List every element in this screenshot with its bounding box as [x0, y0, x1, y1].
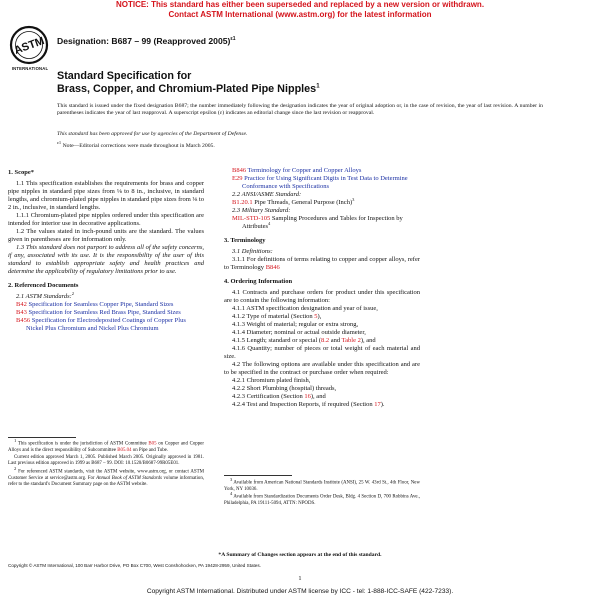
- title-line-1: Standard Specification for: [57, 70, 192, 82]
- para-4-1-4: 4.1.4 Diameter; nominal or actual outside diameter,: [232, 329, 366, 336]
- text: 4.2.4 Test and Inspection Reports, if required (Section: [232, 401, 373, 408]
- para-2-1: [8, 290, 204, 301]
- designation: [57, 36, 236, 46]
- para-4-2-3: [224, 393, 420, 401]
- para-1-2: 1.2 The values stated in inch-pound units are the standard. The values given in parentheses are for information only.: [8, 228, 204, 243]
- text: 4.2.3 Certification (Section: [232, 393, 303, 400]
- ref-code[interactable]: B846: [232, 167, 247, 174]
- right-column: [224, 167, 420, 409]
- ref-code[interactable]: B1.20.1: [232, 199, 253, 206]
- text: ),: [317, 313, 322, 320]
- para-4-1-5: [224, 337, 420, 345]
- footnote-4-number: 4: [230, 491, 233, 497]
- subcommittee-link[interactable]: B05.04: [117, 447, 132, 453]
- ref-code[interactable]: MIL-STD-105: [232, 215, 271, 222]
- ref-code[interactable]: B456: [16, 317, 31, 324]
- para-4-1-2: [224, 313, 420, 321]
- para-4-1-1: 4.1.1 ASTM specification designation and year of issue,: [232, 305, 378, 312]
- footnote-4: [224, 491, 420, 506]
- text: ).: [380, 401, 385, 408]
- footnote-3-text: Available from American National Standards Institute (ANSI), 25 W. 43rd St., 4th Floor, New York, NY 10036.: [224, 480, 421, 492]
- text: ), and: [310, 393, 326, 400]
- para-4-1-3: 4.1.3 Weight of material; regular or extra strong,: [232, 321, 359, 328]
- ref-b846[interactable]: [224, 167, 420, 175]
- section-1-heading: 1. Scope*: [8, 169, 34, 176]
- right-footnotes: [224, 477, 421, 509]
- title-main: Brass, Copper, and Chromium-Plated Pipe Nipples: [57, 82, 317, 95]
- table-link[interactable]: Table 2: [341, 337, 361, 344]
- text: 4.1.5 Length; standard or special (: [232, 337, 321, 344]
- svg-text:ASTM: ASTM: [12, 34, 47, 57]
- title-footnote-mark: 1: [316, 83, 320, 89]
- section-2-heading: 2. Referenced Documents: [8, 282, 79, 289]
- ref-mil-std-105: [224, 215, 420, 231]
- para-3-1-1: [224, 256, 420, 272]
- committee-link[interactable]: B05: [148, 441, 157, 447]
- para-1-1-1: 1.1.1 Chromium-plated pipe nipples ordered under this specification are intended for interior use in decorative applications.: [8, 212, 204, 227]
- ref-b43[interactable]: [8, 309, 204, 317]
- ref-code[interactable]: B43: [16, 309, 27, 316]
- footnote-4-text: Available from Standardization Documents Order Desk, Bldg. 4 Section D, 700 Robbins Ave., Philadelphia, PA 19111-5094, ATTN: NPODS.: [224, 495, 420, 506]
- ref-title[interactable]: Specification for Seamless Red Brass Pipe, Standard Sizes: [28, 309, 181, 316]
- para-4-2-1: 4.2.1 Chromium plated finish,: [232, 377, 311, 384]
- ref-title[interactable]: Practice for Using Significant Digits in Test Data to Determine Conformance with Specifications: [242, 175, 408, 190]
- license-line: Copyright ASTM International. Distributed under ASTM license by ICC - tel: 1-888-ICC-SAFE (422-7233).: [146, 588, 454, 595]
- title-line-2: [57, 83, 320, 96]
- astm-logo-icon: [9, 25, 49, 65]
- para-2-1-text: 2.1 ASTM Standards:: [16, 293, 72, 300]
- footnote-4-mark: 4: [268, 220, 271, 226]
- left-footnotes: [8, 438, 204, 490]
- issuance-statement: This standard is issued under the fixed designation B687; the number immediately following the designation indicates the year of original adoption or, in the case of revision, the year of last revision. A number in parentheses indicates the year of last reapproval. A superscript epsilon (ε) indicates an editorial change since the last revision or reapproval.: [57, 103, 543, 116]
- ref-title: Pipe Threads, General Purpose (Inch): [254, 199, 353, 206]
- footnote-3-mark: 3: [352, 196, 355, 202]
- footnote-2-text-a: For referenced ASTM standards, visit the ASTM website, www.astm.org, or contact ASTM Customer Service at service@astm.org. For: [8, 469, 204, 481]
- ref-code[interactable]: B42: [16, 301, 27, 308]
- footnote-1-number: 1: [14, 438, 17, 443]
- ref-code[interactable]: E29: [232, 175, 243, 182]
- ref-title[interactable]: Terminology for Copper and Copper Alloys: [247, 167, 362, 174]
- summary-of-changes-note: *A Summary of Changes section appears at the end of this standard.: [218, 552, 382, 558]
- section-4-heading: 4. Ordering Information: [224, 278, 293, 285]
- document-title: [57, 70, 320, 95]
- left-column: [8, 163, 204, 333]
- editorial-note-text: Note—Editorial corrections were made throughout in March 2005.: [62, 143, 215, 149]
- text: 4.1.2 Type of material (Section: [232, 313, 313, 320]
- footnote-1-text-a: This specification is under the jurisdiction of ASTM Committee: [17, 441, 147, 447]
- para-4-2: 4.2 The following options are available under this specification and are to be specified in the contract or purchase order when required:: [224, 361, 420, 376]
- footnote-2: [8, 466, 204, 487]
- footnote-3: [224, 477, 421, 492]
- ref-b42[interactable]: [8, 301, 204, 309]
- para-4-1: 4.1 Contracts and purchase orders for product under this specification are to contain the following information:: [224, 289, 420, 304]
- ref-title[interactable]: Specification for Seamless Copper Pipe, Standard Sizes: [28, 301, 174, 308]
- designation-epsilon: ε1: [230, 36, 236, 43]
- editorial-note: [57, 140, 543, 150]
- ref-b1-20-1: [224, 196, 420, 207]
- footnote-rule-left: [8, 437, 76, 438]
- para-3-1: 3.1 Definitions:: [232, 248, 273, 255]
- para-1-3: 1.3 This standard does not purport to address all of the safety concerns, if any, associated with its use. It is the responsibility of the user of this standard to establish appropriate safety and health practices and determine the applicability of regulatory limitations prior to use.: [8, 244, 204, 275]
- ref-b456[interactable]: [8, 317, 204, 333]
- para-4-1-6: 4.1.6 Quantity; number of pieces or total weight of each material and size.: [224, 345, 420, 360]
- footnote-1-text-c: on Pipe and Tube.: [132, 447, 169, 453]
- text: and: [330, 337, 341, 344]
- ref-e29[interactable]: [224, 175, 420, 191]
- para-2-2: 2.2 ANSI/ASME Standard:: [232, 191, 302, 198]
- page-number: 1: [298, 575, 302, 582]
- logo-caption: INTERNATIONAL: [11, 66, 49, 71]
- footnote-1-text-b: on Copper and Copper Alloys and is the direct responsibility of Subcommittee: [8, 441, 204, 453]
- footnote-2-italic: Annual Book of ASTM Standards: [96, 475, 162, 481]
- para-3-1-1-text: 3.1.1 For definitions of terms relating to copper and copper alloys, refer to Terminology: [224, 256, 420, 271]
- para-1-1: 1.1 This specification establishes the requirements for brass and copper pipe nipples in standard pipe sizes from ⅛ to 8 in., inclusive, in standard lengths, and chromium-plated pipe nipples in standard pipe sizes from ⅛ to 2 in., inclusive, in standard lengths.: [8, 180, 204, 211]
- copyright-line: Copyright © ASTM International, 100 Barr Harbor Drive, PO Box C700, West Conshohocken, PA 19428-2959, United States.: [8, 563, 261, 568]
- footnote-rule-right: [224, 475, 292, 476]
- footnote-2-number: 2: [14, 466, 17, 472]
- ref-link[interactable]: B846: [265, 264, 280, 271]
- section-link[interactable]: 16: [304, 393, 311, 400]
- para-4-2-4: [224, 401, 420, 409]
- withdrawal-notice: [0, 0, 600, 19]
- notice-line-2: Contact ASTM International (www.astm.org) for the latest information: [168, 9, 432, 19]
- para-4-2-2: 4.2.2 Short Plumbing (hospital) threads,: [232, 385, 337, 392]
- ref-title[interactable]: Specification for Electrodeposited Coatings of Copper Plus Nickel Plus Chromium and Nickel Plus Chromium: [26, 317, 186, 332]
- footnote-1: [8, 438, 204, 453]
- notice-line-1: NOTICE: This standard has either been superseded and replaced by a new version or withdrawn.: [115, 0, 485, 9]
- editorial-note-epsilon: ε1: [57, 140, 62, 146]
- footnote-1-edition: Current edition approved March 1, 2005. Published March 2005. Originally approved in 1981. Last previous edition approved in 1999 as B687 – 99. DOI: 10.1520/B0687-99R05E01.: [8, 455, 204, 467]
- section-3-heading: 3. Terminology: [224, 237, 266, 244]
- footnote-3-number: 3: [230, 477, 233, 482]
- designation-text: Designation: B687 – 99 (Reapproved 2005): [57, 36, 231, 46]
- para-2-3: 2.3 Military Standard:: [232, 207, 291, 214]
- section-link[interactable]: 17: [374, 401, 381, 408]
- ref-title: Sampling Procedures and Tables for Inspection by Attributes: [242, 215, 403, 230]
- section-link[interactable]: 8.2: [321, 337, 330, 344]
- dod-approval: This standard has been approved for use by agencies of the Department of Defense.: [57, 131, 248, 137]
- text: ), and: [360, 337, 376, 344]
- footnote-2-text-b: volume information, refer to the standard's Document Summary page on the ASTM website.: [8, 475, 204, 487]
- section-link[interactable]: 5: [314, 313, 318, 320]
- footnote-2-mark: 2: [71, 290, 75, 296]
